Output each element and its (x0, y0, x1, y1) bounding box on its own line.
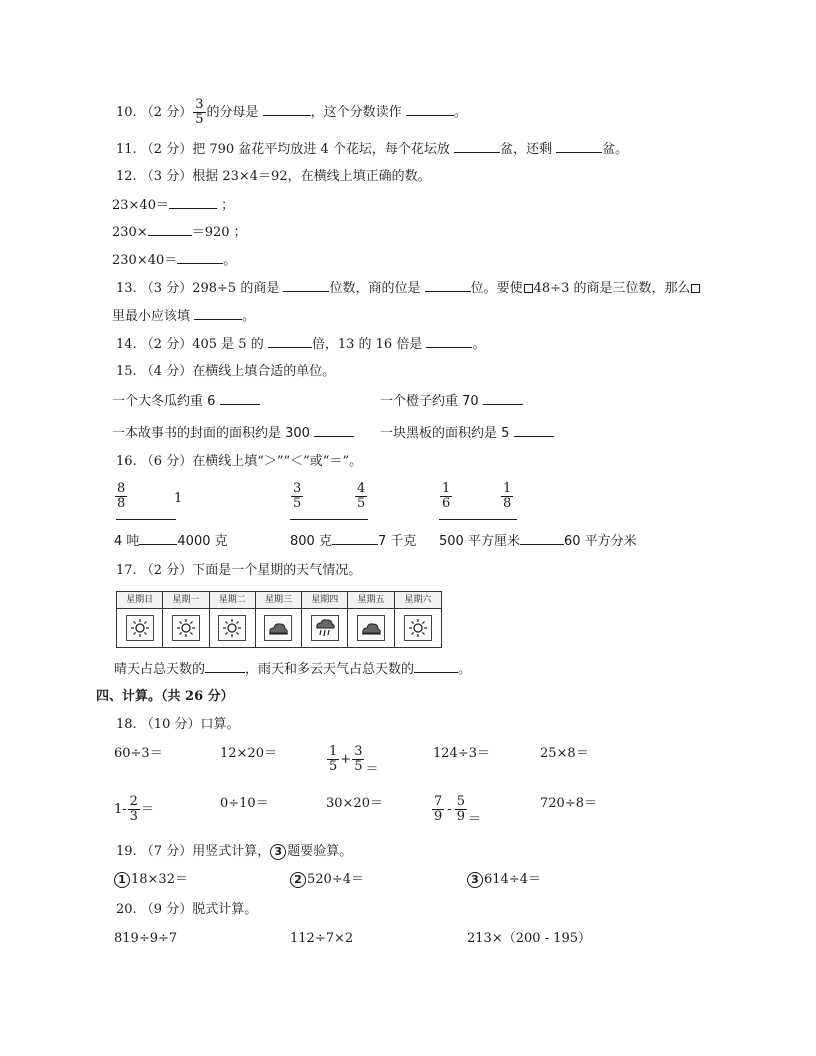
q18-a3 (326, 745, 378, 778)
q13-line-1 (116, 279, 701, 298)
q18-b1-num: 2 (129, 794, 138, 809)
q18-b2: 0÷10＝ (220, 796, 269, 811)
q17-blank-2[interactable] (414, 660, 458, 673)
q18-a3-num-1: 1 (329, 744, 338, 759)
q18-a3-eq: ＝ (365, 762, 379, 777)
q16-unit-cmp-1-left: 4 吨 (114, 534, 140, 549)
q16-title: 16. （6 分）在横线上填“＞”“＜”或“＝”。 (116, 454, 363, 469)
weather-day-5: 星期五 (348, 592, 394, 609)
q18-b4-num-2: 5 (456, 794, 465, 809)
q10-fraction-numerator: 3 (195, 97, 204, 112)
q10-fraction-denominator: 5 (195, 112, 204, 127)
q12-l1-blank[interactable] (169, 196, 217, 209)
sun-icon (126, 615, 154, 641)
q19-title (116, 843, 352, 861)
q12-l2-text: 230× (112, 225, 148, 240)
q16-cmp-3-right (500, 482, 514, 511)
q10-text-end: 。 (453, 105, 467, 120)
q17-answer-line (114, 660, 471, 679)
q16-cmp-3-fraction-a (440, 482, 452, 511)
q16-cmp-3-left (439, 482, 453, 511)
q15-item-3-text: 一本故事书的封面的面积约是 300 (112, 426, 310, 441)
q13-text-d: 48÷3 的商是三位数，那么 (533, 281, 691, 296)
q12-l1-end: ； (221, 198, 235, 213)
q13-text-b: 位数，商的位是 (329, 281, 421, 296)
q16-unit-cmp-2 (290, 532, 416, 551)
q16-cmp-1-den: 8 (117, 496, 126, 511)
q16-unit-cmp-2-left: 800 克 (290, 534, 332, 549)
q18-title: 18. （10 分）口算。 (116, 717, 240, 732)
q15-item-3 (112, 424, 354, 443)
q16-cmp-2-right (354, 482, 368, 511)
q15-item-2 (380, 392, 523, 411)
q13-blank-1[interactable] (283, 279, 329, 292)
q18-b4-den-1: 9 (434, 809, 443, 824)
q13-line-2 (112, 307, 255, 326)
weather-day-2: 星期二 (210, 592, 256, 609)
q12-line-1 (112, 196, 234, 215)
q16-cmp-1-left (114, 482, 128, 511)
sun-icon (218, 615, 246, 641)
q17-blank-1[interactable] (205, 660, 245, 673)
weather-cell-0 (117, 609, 163, 647)
q16-cmp-3-num-b: 1 (503, 481, 512, 496)
q12-l3-text: 230×40＝ (112, 253, 178, 268)
q18-b4-num-1: 7 (434, 794, 443, 809)
q19-e1 (114, 871, 188, 889)
q16-cmp-3-den-a: 6 (442, 496, 451, 511)
q18-b4-eq: ＝ (467, 812, 481, 827)
weather-day-4: 星期四 (302, 592, 348, 609)
q16-cmp-3-den-b: 8 (503, 496, 512, 511)
q18-b1-frac (128, 795, 140, 824)
weather-cell-1 (163, 609, 209, 647)
weather-cell-3 (256, 609, 302, 647)
q16-unit-cmp-1-blank[interactable] (139, 532, 177, 545)
q15-item-3-blank[interactable] (314, 424, 354, 437)
q15-item-4-blank[interactable] (514, 424, 554, 437)
q18-a3-frac-2 (352, 745, 364, 774)
q10-blank-1[interactable] (263, 103, 311, 116)
q20-title: 20. （9 分）脱式计算。 (116, 902, 258, 917)
q10-text-after: ，这个分数读作 (310, 105, 402, 120)
sun-icon (404, 615, 432, 641)
q20-e1: 819÷9÷7 (114, 931, 178, 946)
q14-blank-2[interactable] (426, 335, 472, 348)
weather-cell-5 (348, 609, 394, 647)
q12-title: 12. （3 分）根据 23×4＝92，在横线上填正确的数。 (116, 169, 431, 184)
q16-unit-cmp-2-right: 7 千克 (377, 534, 417, 549)
q15-title: 15. （4 分）在横线上填合适的单位。 (116, 364, 336, 379)
q12-l3-end: 。 (223, 253, 237, 268)
q19-expr-3: 614÷4＝ (484, 872, 541, 887)
q14-text-a: 14. （2 分）405 是 5 的 (116, 337, 264, 352)
q17-title: 17. （2 分）下面是一个星期的天气情况。 (116, 563, 362, 578)
weather-cell-6 (395, 609, 441, 647)
q18-b4 (431, 795, 481, 828)
q16-unit-cmp-3-blank[interactable] (520, 532, 564, 545)
rain-icon (311, 615, 339, 641)
q17-ans-text-a: 晴天占总天数的 (114, 662, 206, 677)
q15-item-4-text: 一块黑板的面积约是 5 (380, 426, 510, 441)
q18-b1-eq: ＝ (140, 802, 154, 817)
q18-b4-den-2: 9 (456, 809, 465, 824)
q14-blank-1[interactable] (268, 335, 312, 348)
q18-b1-prefix: 1- (114, 802, 127, 817)
q15-item-4 (380, 424, 554, 443)
q11-blank-2[interactable] (556, 140, 602, 153)
weather-day-6: 星期六 (395, 592, 441, 609)
q16-cmp-1-right: 1 (174, 491, 183, 506)
q19-circled-2: 2 (290, 872, 306, 888)
q16-cmp-2-den-b: 5 (357, 496, 366, 511)
q18-a3-den-1: 5 (329, 759, 338, 774)
q17-ans-text-b: ，雨天和多云天气占总天数的 (245, 662, 415, 677)
q14-text-b: 倍，13 的 16 倍是 (311, 337, 423, 352)
q16-cmp-2-num-a: 3 (293, 481, 302, 496)
q18-b3: 30×20＝ (326, 796, 383, 811)
q18-a5: 25×8＝ (540, 746, 589, 761)
q16-cmp-2-den-a: 5 (293, 496, 302, 511)
q15-item-1-text: 一个大冬瓜约重 6 (112, 394, 216, 409)
q16-cmp-1-fraction (115, 482, 127, 511)
q13-text-f: 。 (242, 309, 256, 324)
weather-table (116, 591, 442, 648)
q13-blank-2[interactable] (425, 279, 471, 292)
q16-unit-cmp-2-blank[interactable] (332, 532, 378, 545)
q17-ans-text-c: 。 (458, 662, 472, 677)
weather-cell-4 (302, 609, 348, 647)
q18-b5: 720÷8＝ (540, 796, 597, 811)
q15-item-2-text: 一个橙子约重 70 (380, 394, 479, 409)
cloud-icon (357, 615, 385, 641)
q10-text-mid: 的分母是 (206, 105, 259, 120)
q13-box-square-2 (691, 284, 700, 293)
q14-text-c: 。 (472, 337, 486, 352)
q13-text-e: 里最小应该填 (112, 309, 191, 324)
section-4-title: 四、计算。（共 26 分） (96, 689, 234, 704)
q16-cmp-2-fraction-a (291, 482, 303, 511)
q19-title-b: 题要验算。 (287, 844, 353, 859)
q18-a3-den-2: 5 (354, 759, 363, 774)
q19-title-a: 19. （7 分）用竖式计算， (116, 844, 271, 859)
q16-unit-cmp-1-right: 4000 克 (177, 534, 228, 549)
q12-line-3 (112, 251, 236, 270)
q16-cmp-3-fraction-b (501, 482, 513, 511)
q11-text-mid: 盆，还剩 (499, 142, 552, 157)
q19-circled-1: 1 (114, 872, 130, 888)
q12-l1-text: 23×40＝ (112, 198, 169, 213)
q10-prefix: 10. （2 分） (116, 105, 193, 120)
q13-box-square (524, 284, 533, 293)
q16-cmp-3-blank[interactable] (439, 519, 517, 520)
q18-a1: 60÷3＝ (114, 746, 163, 761)
q16-cmp-1-blank[interactable] (116, 519, 176, 520)
q12-l3-blank[interactable] (177, 251, 223, 264)
q15-item-2-blank[interactable] (483, 392, 523, 405)
q16-unit-cmp-1 (114, 532, 228, 551)
q18-a3-frac-1 (327, 745, 339, 774)
q18-a3-op: + (340, 752, 352, 767)
q18-a2: 12×20＝ (220, 746, 277, 761)
q19-e2 (290, 871, 364, 889)
q11-line (116, 140, 628, 159)
q18-b4-frac-1 (432, 795, 444, 824)
q11-prefix: 11. （2 分）把 790 盆花平均放进 4 个花坛，每个花坛放 (116, 142, 450, 157)
q18-b1 (114, 795, 154, 824)
q12-l2-end: ＝920 ； (191, 225, 247, 240)
q15-item-1 (112, 392, 260, 411)
q15-item-1-blank[interactable] (220, 392, 260, 405)
q10-line (116, 98, 467, 127)
q16-cmp-2-left (290, 482, 304, 511)
q18-a4: 124÷3＝ (433, 746, 490, 761)
q13-blank-3[interactable] (194, 307, 242, 320)
q10-blank-2[interactable] (406, 103, 454, 116)
q14-line (116, 335, 485, 354)
weather-cell-2 (210, 609, 256, 647)
q18-a3-num-2: 3 (354, 744, 363, 759)
q16-cmp-2-num-b: 4 (357, 481, 366, 496)
q13-text-a: 13. （3 分）298÷5 的商是 (116, 281, 280, 296)
sun-icon (172, 615, 200, 641)
q12-line-2 (112, 223, 247, 242)
q20-e2: 112÷7×2 (290, 931, 354, 946)
weather-day-0: 星期日 (117, 592, 163, 609)
q19-title-circled-3: 3 (270, 844, 286, 860)
q18-b4-op: - (447, 802, 452, 817)
q16-cmp-2-fraction-b (355, 482, 367, 511)
q16-cmp-2-blank[interactable] (290, 519, 368, 520)
q11-blank-1[interactable] (454, 140, 500, 153)
q12-l2-blank[interactable] (148, 223, 192, 236)
q16-unit-cmp-3-left: 500 平方厘米 (439, 534, 520, 549)
q11-text-end: 盆。 (602, 142, 629, 157)
q19-expr-1: 18×32＝ (131, 872, 188, 887)
q16-unit-cmp-3-right: 60 平方分米 (563, 534, 637, 549)
q19-expr-2: 520÷4＝ (307, 872, 364, 887)
weather-day-3: 星期三 (256, 592, 302, 609)
cloud-icon (264, 615, 292, 641)
q19-e3 (467, 871, 541, 889)
q16-unit-cmp-3 (439, 532, 637, 551)
q18-b4-frac-2 (455, 795, 467, 824)
q13-text-c: 位。要使 (470, 281, 523, 296)
q18-b1-den: 3 (129, 809, 138, 824)
q16-cmp-1-num: 8 (117, 481, 126, 496)
q16-cmp-3-num-a: 1 (442, 481, 451, 496)
q20-e3: 213×（200 - 195） (467, 931, 591, 946)
q19-circled-3: 3 (467, 872, 483, 888)
q10-fraction (193, 98, 205, 127)
weather-day-1: 星期一 (163, 592, 209, 609)
